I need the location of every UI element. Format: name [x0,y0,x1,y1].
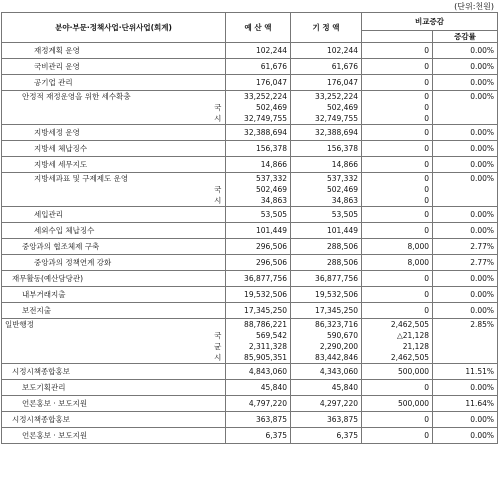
value-final: 102,244 [326,46,358,55]
account-label [214,255,223,270]
table-row [2,319,498,364]
row-budget [226,157,291,173]
value-diff: 2,462,505 [390,320,429,329]
account-label [214,207,223,222]
budget-table [1,12,498,444]
row-diff [362,125,433,141]
col-header-name: 분야·부문·정책사업·단위사업(회계) [2,13,226,43]
row-rate: 2.85% [433,319,498,364]
col-header-budget: 예 산 액 [226,13,291,43]
value-diff: 2,462,505 [390,353,429,362]
row-name: 재정계획 운영 [2,43,211,59]
row-rate: 0.00% [433,207,498,223]
row-rate: 0.00% [433,380,498,396]
row-name: 시정시책종합홍보 [2,364,211,380]
row-final [291,43,362,59]
row-account-labels [211,59,226,75]
value-budget: 4,843,060 [248,367,287,376]
value-diff: 0 [424,196,429,205]
row-budget [226,141,291,157]
value-diff: 500,000 [397,367,429,376]
value-diff: △21,128 [396,331,429,340]
row-final [291,239,362,255]
row-budget [226,412,291,428]
row-account-labels [211,319,226,364]
row-final [291,141,362,157]
value-diff: 0 [424,46,429,55]
value-diff: 0 [424,144,429,153]
row-diff [362,396,433,412]
row-final [291,207,362,223]
value-diff: 0 [424,415,429,424]
row-account-labels [211,303,226,319]
table-row [2,223,498,239]
value-final: 83,442,846 [315,353,358,362]
row-rate: 0.00% [433,43,498,59]
row-diff [362,43,433,59]
account-label [214,428,223,443]
value-final: 32,388,694 [315,128,358,137]
account-label [214,173,223,184]
value-diff: 0 [424,92,429,101]
row-account-labels [211,364,226,380]
row-diff [362,207,433,223]
value-final: 590,670 [326,331,358,340]
table-row [2,380,498,396]
value-budget: 19,532,506 [244,290,287,299]
row-final [291,223,362,239]
row-budget [226,428,291,444]
value-final: 537,332 [326,174,358,183]
row-account-labels [211,271,226,287]
unit-label: (단위:천원) [454,2,494,11]
row-rate: 0.00% [433,287,498,303]
row-final [291,380,362,396]
row-diff [362,428,433,444]
row-final [291,303,362,319]
value-final: 363,875 [326,415,358,424]
row-name: 지방세 체납징수 [2,141,211,157]
value-final: 19,532,506 [315,290,358,299]
value-final: 101,449 [326,226,358,235]
account-label [214,91,223,102]
row-rate: 0.00% [433,91,498,125]
value-budget: 176,047 [255,78,287,87]
col-header-compare: 비교증감 [362,13,498,31]
row-final [291,173,362,207]
row-name: 세입관리 [2,207,211,223]
value-diff: 0 [424,290,429,299]
row-budget [226,255,291,271]
value-final: 34,863 [331,196,358,205]
row-rate: 0.00% [433,157,498,173]
row-final [291,271,362,287]
row-name: 일반행정 [2,319,211,364]
value-budget: 36,877,756 [244,274,287,283]
row-diff [362,223,433,239]
account-label [214,364,223,379]
value-budget: 296,506 [255,242,287,251]
row-budget [226,319,291,364]
row-final [291,396,362,412]
value-diff: 0 [424,160,429,169]
account-label [214,239,223,254]
account-label: 균 [214,342,222,351]
value-diff: 0 [424,128,429,137]
row-name: 언론홍보 · 보도지원 [2,428,211,444]
row-name: 시정시책종합홍보 [2,412,211,428]
account-label [214,59,223,74]
table-row [2,428,498,444]
row-final [291,287,362,303]
row-account-labels [211,157,226,173]
row-rate: 0.00% [433,303,498,319]
value-budget: 2,311,328 [248,342,287,351]
value-budget: 101,449 [255,226,287,235]
value-diff: 0 [424,226,429,235]
row-diff [362,319,433,364]
value-final: 86,323,716 [315,320,358,329]
row-diff [362,287,433,303]
row-account-labels [211,380,226,396]
row-account-labels [211,173,226,207]
value-diff: 0 [424,174,429,183]
value-diff: 0 [424,185,429,194]
row-name: 중앙과의 협조체제 구축 [2,239,211,255]
row-rate: 11.64% [433,396,498,412]
account-label [214,319,223,330]
row-final [291,91,362,125]
table-row [2,364,498,380]
value-budget: 17,345,250 [244,306,287,315]
value-final: 156,378 [326,144,358,153]
account-label [214,380,223,395]
row-final [291,157,362,173]
value-diff: 0 [424,103,429,112]
value-budget: 33,252,224 [244,92,287,101]
row-diff [362,271,433,287]
value-budget: 53,505 [260,210,287,219]
row-name: 국비관리 운영 [2,59,211,75]
value-final: 61,676 [331,62,358,71]
row-final [291,59,362,75]
row-budget [226,271,291,287]
row-name: 중앙과의 정책연계 강화 [2,255,211,271]
row-budget [226,380,291,396]
row-budget [226,75,291,91]
table-row [2,207,498,223]
account-label: 시 [214,353,222,362]
value-budget: 6,375 [265,431,287,440]
account-label [214,141,223,156]
row-budget [226,303,291,319]
value-final: 502,469 [326,103,358,112]
value-diff: 0 [424,114,429,123]
table-row [2,255,498,271]
value-final: 176,047 [326,78,358,87]
row-account-labels [211,223,226,239]
account-label [214,43,223,58]
value-budget: 32,388,694 [244,128,287,137]
row-name: 공기업 관리 [2,75,211,91]
value-budget: 32,749,755 [244,114,287,123]
row-rate: 0.00% [433,428,498,444]
account-label [214,223,223,238]
row-rate: 0.00% [433,271,498,287]
value-final: 2,290,200 [319,342,358,351]
table-row [2,141,498,157]
row-final [291,75,362,91]
row-rate: 2.77% [433,255,498,271]
row-account-labels [211,239,226,255]
account-label [214,287,223,302]
value-final: 14,866 [331,160,358,169]
account-label [214,271,223,286]
account-label: 시 [214,114,222,123]
value-budget: 34,863 [260,196,287,205]
account-label [214,157,223,172]
row-budget [226,364,291,380]
row-diff [362,91,433,125]
account-label [214,396,223,411]
row-budget [226,223,291,239]
row-account-labels [211,287,226,303]
account-label [214,412,223,427]
row-rate: 0.00% [433,223,498,239]
value-budget: 14,866 [260,160,287,169]
value-diff: 0 [424,306,429,315]
value-final: 53,505 [331,210,358,219]
row-account-labels [211,91,226,125]
value-diff: 0 [424,62,429,71]
table-row [2,271,498,287]
value-diff: 500,000 [397,399,429,408]
row-diff [362,59,433,75]
row-account-labels [211,125,226,141]
value-final: 288,506 [326,242,358,251]
row-diff [362,412,433,428]
value-budget: 88,786,221 [244,320,287,329]
row-account-labels [211,396,226,412]
value-final: 17,345,250 [315,306,358,315]
row-diff [362,255,433,271]
row-name: 재무활동(예산담당관) [2,271,211,287]
value-diff: 0 [424,383,429,392]
value-budget: 102,244 [255,46,287,55]
value-diff: 8,000 [407,242,429,251]
row-name: 지방세정 운영 [2,125,211,141]
row-budget [226,239,291,255]
row-final [291,319,362,364]
row-rate: 0.00% [433,173,498,207]
row-account-labels [211,75,226,91]
value-budget: 45,840 [260,383,287,392]
value-budget: 569,542 [255,331,287,340]
value-final: 4,343,060 [319,367,358,376]
table-row [2,43,498,59]
row-final [291,412,362,428]
row-budget [226,396,291,412]
row-name: 보전지출 [2,303,211,319]
row-diff [362,157,433,173]
col-header-rate: 증감률 [433,31,498,43]
row-rate: 0.00% [433,125,498,141]
value-diff: 0 [424,431,429,440]
row-rate: 0.00% [433,412,498,428]
value-final: 33,252,224 [315,92,358,101]
account-label [214,303,223,318]
table-row [2,59,498,75]
row-budget [226,125,291,141]
table-row [2,157,498,173]
account-label: 국 [214,185,222,194]
row-name: 지방세과표 및 구제제도 운영 [2,173,211,207]
value-budget: 537,332 [255,174,287,183]
row-budget [226,287,291,303]
row-name: 보도기획관리 [2,380,211,396]
value-final: 4,297,220 [319,399,358,408]
row-budget [226,173,291,207]
table-row [2,91,498,125]
table-body [2,43,498,444]
account-label: 국 [214,331,222,340]
value-diff: 21,128 [402,342,429,351]
row-budget [226,43,291,59]
account-label [214,125,223,140]
value-diff: 0 [424,210,429,219]
table-row [2,287,498,303]
col-header-final: 기 정 액 [291,13,362,43]
table-row [2,75,498,91]
value-budget: 85,905,351 [244,353,287,362]
table-row [2,173,498,207]
row-account-labels [211,412,226,428]
row-name: 내부거래지출 [2,287,211,303]
row-rate: 2.77% [433,239,498,255]
value-budget: 61,676 [260,62,287,71]
row-account-labels [211,43,226,59]
row-diff [362,239,433,255]
row-final [291,364,362,380]
value-final: 288,506 [326,258,358,267]
row-diff [362,303,433,319]
row-final [291,255,362,271]
value-diff: 8,000 [407,258,429,267]
account-label: 시 [214,196,222,205]
row-budget [226,59,291,75]
row-rate: 11.51% [433,364,498,380]
row-budget [226,91,291,125]
account-label: 국 [214,103,222,112]
row-final [291,428,362,444]
row-rate: 0.00% [433,75,498,91]
row-final [291,125,362,141]
row-diff [362,141,433,157]
row-name: 세외수입 체납징수 [2,223,211,239]
row-account-labels [211,428,226,444]
value-diff: 0 [424,78,429,87]
row-budget [226,207,291,223]
row-account-labels [211,141,226,157]
row-name: 안정적 재정운영을 위한 세수확충 [2,91,211,125]
value-budget: 502,469 [255,103,287,112]
row-rate: 0.00% [433,141,498,157]
row-name: 지방세 세무지도 [2,157,211,173]
row-diff [362,173,433,207]
row-diff [362,75,433,91]
value-final: 36,877,756 [315,274,358,283]
row-account-labels [211,207,226,223]
table-row [2,125,498,141]
row-diff [362,380,433,396]
table-row [2,239,498,255]
value-budget: 4,797,220 [248,399,287,408]
value-final: 45,840 [331,383,358,392]
row-diff [362,364,433,380]
value-budget: 156,378 [255,144,287,153]
row-name: 언론홍보 · 보도지원 [2,396,211,412]
value-budget: 363,875 [255,415,287,424]
row-account-labels [211,255,226,271]
account-label [214,75,223,90]
value-final: 6,375 [336,431,358,440]
value-diff: 0 [424,274,429,283]
value-final: 32,749,755 [315,114,358,123]
table-row [2,412,498,428]
row-rate: 0.00% [433,59,498,75]
value-budget: 502,469 [255,185,287,194]
table-row [2,396,498,412]
table-row [2,303,498,319]
value-final: 502,469 [326,185,358,194]
value-budget: 296,506 [255,258,287,267]
